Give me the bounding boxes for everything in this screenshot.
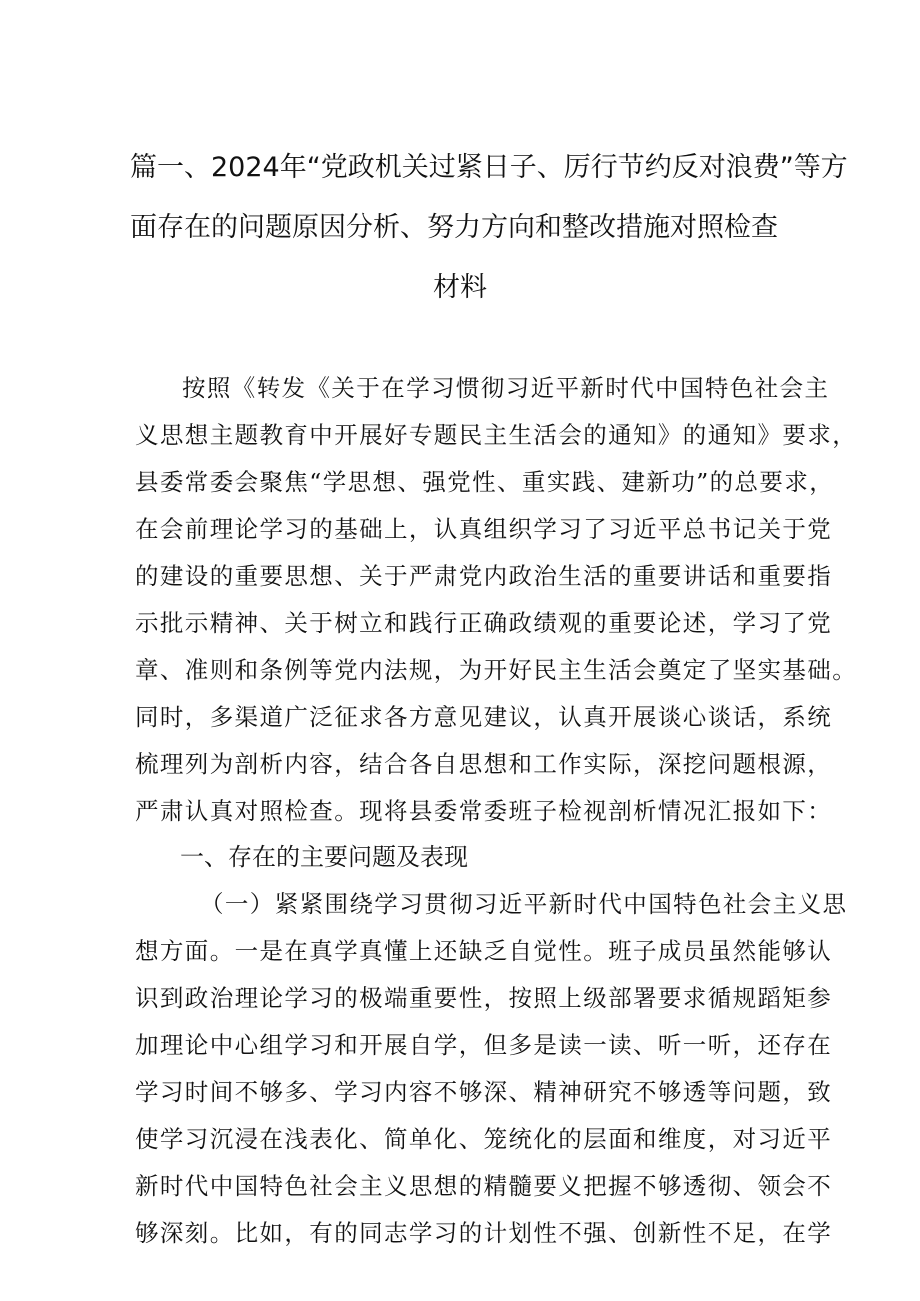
intro-line: 县委常委会聚焦“学思想、强党性、重实践、建新功”的总要求，: [135, 468, 835, 496]
section-line: 加理论中心组学习和开展自学，但多是读一读、听一听，还存在: [135, 1031, 833, 1059]
section-line: 学习时间不够多、学习内容不够深、精神研究不够透等问题，致: [135, 1078, 833, 1106]
intro-line: 按照《转发《关于在学习惯彻习近平新时代中国特色社会主: [182, 374, 830, 402]
intro-line: 章、准则和条例等党内法规，为开好民主生活会奠定了坚实基础。: [135, 656, 858, 684]
section-line: 新时代中国特色社会主义思想的精髓要义把握不够透彻、领会不: [135, 1172, 833, 1200]
section-line: （一）紧紧围绕学习贯彻习近平新时代中国特色社会主义思: [200, 890, 848, 918]
intro-line: 的建设的重要思想、关于严肃党内政治生活的重要讲话和重要指: [135, 562, 833, 590]
section-line: 想方面。一是在真学真懂上还缺乏自觉性。班子成员虽然能够认: [135, 937, 833, 965]
intro-line: 在会前理论学习的基础上，认真组织学习了习近平总书记关于党: [135, 515, 833, 543]
intro-line: 示批示精神、关于树立和践行正确政绩观的重要论述，学习了党: [135, 609, 833, 637]
section-line: 够深刻。比如，有的同志学习的计划性不强、创新性不足，在学: [135, 1219, 833, 1247]
intro-line: 梳理列为剖析内容，结合各自思想和工作实际，深挖问题根源，: [135, 750, 833, 778]
section-heading: 一、存在的主要问题及表现: [180, 843, 468, 871]
document-title-line-3: 材料: [433, 272, 487, 303]
section-line: 识到政治理论学习的极端重要性，按照上级部署要求循规蹈矩参: [135, 984, 833, 1012]
intro-line: 严肃认真对照检查。现将县委常委班子检视剖析情况汇报如下：: [135, 797, 833, 825]
section-line: 使学习沉浸在浅表化、简单化、笼统化的层面和维度，对习近平: [135, 1125, 833, 1153]
intro-line: 义思想主题教育中开展好专题民主生活会的通知》的通知》要求，: [135, 421, 858, 449]
document-title-line-2: 面存在的问题原因分析、努力方向和整改措施对照检查: [130, 212, 778, 243]
document-title-line-1: 篇一、2024年“党政机关过紧日子、厉行节约反对浪费”等方: [130, 152, 848, 183]
intro-line: 同时，多渠道广泛征求各方意见建议，认真开展谈心谈话，系统: [135, 703, 833, 731]
